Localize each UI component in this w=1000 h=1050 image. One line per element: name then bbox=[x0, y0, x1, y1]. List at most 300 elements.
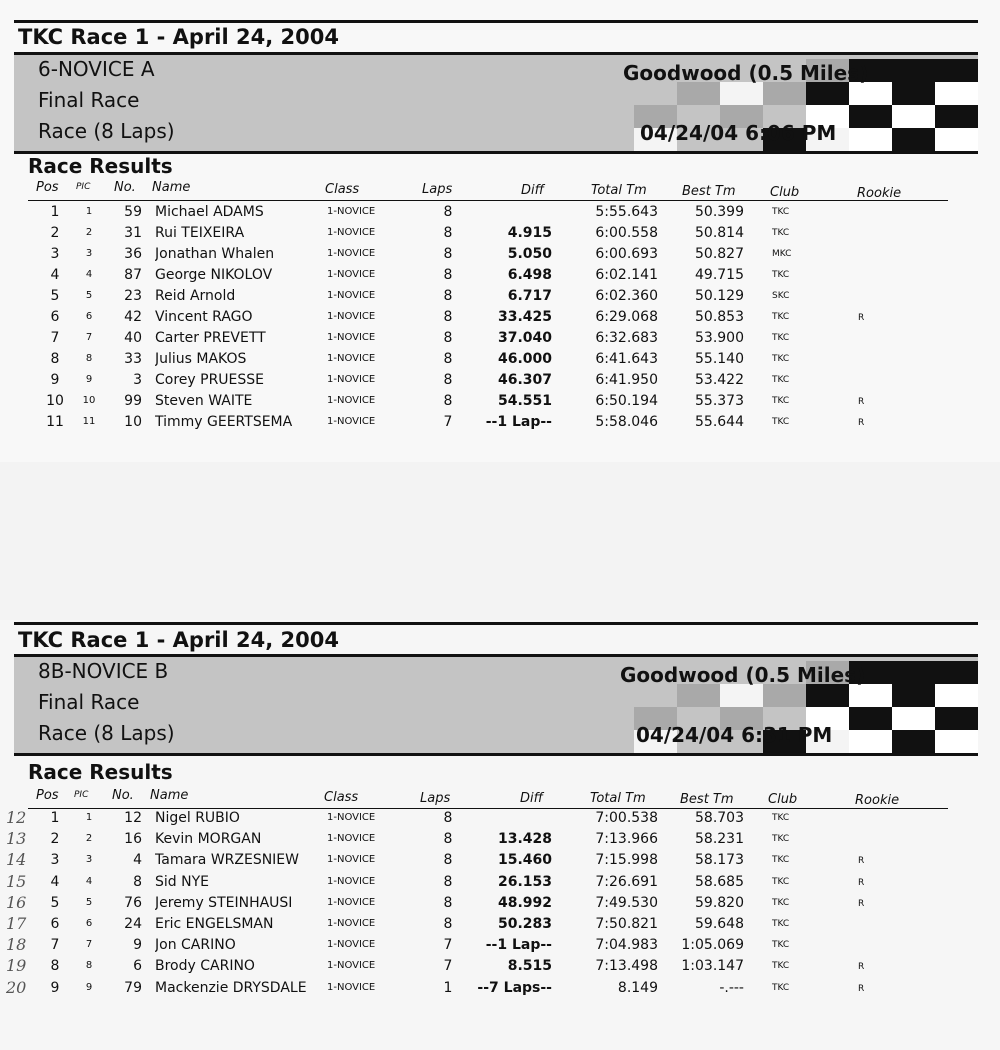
cell-name: Julius MAKOS bbox=[155, 351, 247, 367]
header-laps: Laps bbox=[422, 182, 453, 197]
cell-club: TKC bbox=[772, 813, 790, 823]
cell-class: 1-NOVICE bbox=[327, 206, 376, 217]
cell-best: 50.814 bbox=[695, 225, 744, 241]
cell-diff: --7 Laps-- bbox=[477, 979, 552, 996]
cell-club: TKC bbox=[772, 312, 790, 322]
header-best: Best Tm bbox=[680, 792, 734, 807]
table-row bbox=[0, 288, 1000, 309]
cell-total: 7:04.983 bbox=[595, 937, 658, 954]
cell-laps: 8 bbox=[443, 873, 453, 890]
cell-pos: 7 bbox=[50, 937, 60, 954]
cell-best: 53.422 bbox=[695, 372, 744, 388]
cell-laps: 8 bbox=[443, 372, 453, 388]
cell-no: 23 bbox=[124, 288, 142, 304]
cell-club: TKC bbox=[772, 207, 790, 217]
cell-best: 55.373 bbox=[695, 393, 744, 409]
cell-diff: --1 Lap-- bbox=[485, 937, 552, 954]
table-row bbox=[0, 246, 1000, 267]
cell-class: 1-NOVICE bbox=[327, 833, 376, 845]
results-title: Race Results bbox=[28, 154, 173, 178]
cell-pos: 3 bbox=[50, 852, 60, 869]
cell-name: Tamara WRZESNIEW bbox=[155, 852, 299, 869]
flag-square bbox=[892, 730, 935, 753]
cell-best: 50.129 bbox=[695, 288, 744, 304]
cell-total: 5:55.643 bbox=[595, 204, 658, 220]
cell-pos: 2 bbox=[50, 225, 60, 241]
flag-square bbox=[763, 684, 806, 707]
cell-pic: 4 bbox=[85, 269, 93, 280]
flag-square bbox=[720, 684, 763, 707]
cell-pic: 8 bbox=[85, 960, 93, 972]
cell-pic: 11 bbox=[82, 416, 96, 427]
table-row bbox=[0, 393, 1000, 414]
cell-pic: 7 bbox=[85, 939, 93, 951]
cell-best: 1:03.147 bbox=[681, 958, 744, 975]
flag-square bbox=[677, 684, 720, 707]
cell-laps: 8 bbox=[443, 267, 453, 283]
cell-total: 7:15.998 bbox=[595, 852, 658, 869]
cell-class: 1-NOVICE bbox=[327, 854, 376, 866]
class-name: 6-NOVICE A bbox=[38, 57, 155, 81]
cell-diff: 26.153 bbox=[497, 873, 552, 890]
cell-laps: 8 bbox=[443, 831, 453, 848]
handwritten-position: 20 bbox=[6, 977, 27, 997]
table-row bbox=[0, 267, 1000, 288]
cell-laps: 8 bbox=[443, 852, 453, 869]
cell-best: 55.644 bbox=[695, 414, 744, 430]
cell-name: Eric ENGELSMAN bbox=[155, 916, 274, 932]
cell-pos: 4 bbox=[50, 267, 60, 283]
cell-best: 50.827 bbox=[695, 246, 744, 262]
top-rule bbox=[14, 622, 978, 625]
cell-no: 16 bbox=[124, 831, 142, 848]
cell-club: TKC bbox=[772, 417, 790, 427]
header-pic: PIC bbox=[74, 790, 89, 800]
cell-diff: 50.283 bbox=[497, 916, 552, 932]
cell-pos: 11 bbox=[46, 414, 64, 430]
cell-total: 7:49.530 bbox=[595, 894, 658, 911]
flag-square bbox=[892, 105, 935, 128]
cell-rookie: R bbox=[858, 313, 865, 323]
cell-no: 33 bbox=[124, 351, 142, 367]
results-title: Race Results bbox=[28, 760, 173, 784]
cell-no: 76 bbox=[124, 894, 142, 911]
table-row bbox=[0, 831, 1000, 852]
cell-total: 7:26.691 bbox=[595, 873, 658, 890]
cell-no: 36 bbox=[124, 246, 142, 262]
session-label: Final Race bbox=[38, 88, 140, 112]
cell-no: 4 bbox=[133, 852, 142, 869]
cell-club: TKC bbox=[772, 375, 790, 385]
handwritten-position: 17 bbox=[6, 914, 27, 933]
cell-no: 6 bbox=[133, 958, 142, 975]
cell-best: 55.140 bbox=[695, 351, 744, 367]
cell-class: 1-NOVICE bbox=[327, 374, 376, 385]
header-name: Name bbox=[152, 180, 191, 195]
table-row bbox=[0, 871, 1000, 895]
cell-name: Reid Arnold bbox=[155, 288, 236, 304]
cell-diff: --1 Lap-- bbox=[485, 414, 552, 430]
table-row bbox=[0, 414, 1000, 435]
cell-pic: 8 bbox=[85, 353, 93, 364]
flag-square bbox=[763, 82, 806, 105]
cell-rookie: R bbox=[858, 397, 865, 407]
cell-pic: 1 bbox=[85, 812, 93, 823]
header-pic: PIC bbox=[76, 182, 91, 192]
cell-laps: 8 bbox=[443, 330, 453, 346]
cell-total: 6:00.558 bbox=[595, 225, 658, 241]
cell-name: Jeremy STEINHAUSI bbox=[155, 894, 293, 911]
flag-square bbox=[720, 82, 763, 105]
cell-best: 53.900 bbox=[695, 330, 744, 346]
cell-pos: 9 bbox=[50, 372, 60, 388]
cell-diff: 15.460 bbox=[497, 852, 552, 869]
cell-pos: 4 bbox=[50, 873, 60, 890]
header-no: No. bbox=[114, 180, 136, 195]
cell-no: 9 bbox=[133, 937, 142, 954]
cell-no: 40 bbox=[124, 330, 142, 346]
cell-pic: 6 bbox=[85, 918, 93, 929]
flag-square bbox=[892, 707, 935, 730]
header-pos: Pos bbox=[36, 180, 59, 195]
header-class: Class bbox=[325, 182, 360, 197]
header-club: Club bbox=[768, 792, 798, 807]
flag-square bbox=[849, 707, 892, 730]
cell-club: MKC bbox=[772, 249, 792, 259]
cell-total: 8.149 bbox=[617, 979, 658, 996]
flag-square bbox=[935, 707, 978, 730]
flag-square bbox=[849, 82, 892, 105]
cell-diff: 13.428 bbox=[497, 831, 552, 848]
header-diff: Diff bbox=[521, 183, 545, 198]
cell-best: 58.231 bbox=[695, 831, 744, 848]
flag-square bbox=[892, 82, 935, 105]
header-rule bbox=[28, 808, 948, 809]
flag-square bbox=[935, 82, 978, 105]
cell-best: 59.820 bbox=[695, 894, 744, 911]
cell-laps: 7 bbox=[443, 937, 453, 954]
race-sheet-1 bbox=[0, 0, 1000, 462]
cell-laps: 8 bbox=[443, 351, 453, 367]
table-row bbox=[0, 852, 1000, 873]
cell-class: 1-NOVICE bbox=[327, 939, 376, 951]
cell-rookie: R bbox=[858, 877, 865, 888]
cell-best: 58.685 bbox=[695, 873, 744, 890]
cell-club: TKC bbox=[772, 876, 790, 887]
cell-no: 79 bbox=[124, 979, 142, 996]
cell-pic: 5 bbox=[85, 896, 93, 908]
cell-club: TKC bbox=[772, 270, 790, 280]
track-name: Goodwood (0.5 Miles) bbox=[620, 663, 866, 687]
cell-club: TKC bbox=[772, 897, 790, 908]
cell-pos: 6 bbox=[50, 309, 60, 325]
cell-pos: 3 bbox=[50, 246, 60, 262]
cell-pic: 10 bbox=[82, 395, 96, 406]
cell-total: 6:32.683 bbox=[595, 330, 658, 346]
cell-class: 1-NOVICE bbox=[327, 332, 376, 343]
cell-best: 50.853 bbox=[695, 309, 744, 325]
cell-pos: 1 bbox=[50, 204, 60, 220]
cell-club: SKC bbox=[772, 291, 790, 301]
cell-best: -.--- bbox=[719, 979, 744, 996]
cell-class: 1-NOVICE bbox=[327, 248, 376, 259]
table-row bbox=[0, 330, 1000, 351]
cell-club: TKC bbox=[772, 961, 790, 972]
cell-diff: 46.000 bbox=[497, 351, 552, 367]
date-time: 04/24/04 6:06 PM bbox=[640, 121, 837, 145]
header-name: Name bbox=[150, 788, 189, 803]
table-row bbox=[0, 810, 1000, 831]
flag-square bbox=[935, 59, 978, 82]
page-gap bbox=[0, 462, 1000, 620]
cell-name: Steven WAITE bbox=[155, 393, 253, 409]
cell-rookie: R bbox=[858, 983, 865, 994]
cell-total: 7:13.966 bbox=[595, 831, 658, 848]
cell-class: 1-NOVICE bbox=[327, 227, 376, 238]
cell-total: 7:00.538 bbox=[595, 810, 658, 826]
table-row bbox=[0, 958, 1000, 979]
cell-total: 5:58.046 bbox=[595, 414, 658, 430]
cell-class: 1-NOVICE bbox=[327, 812, 376, 823]
cell-name: Kevin MORGAN bbox=[155, 831, 262, 848]
flag-square bbox=[806, 82, 849, 105]
date-time: 04/24/04 6:31 PM bbox=[636, 723, 833, 747]
session-label: Final Race bbox=[38, 690, 140, 714]
cell-rookie: R bbox=[858, 898, 865, 909]
cell-total: 6:00.693 bbox=[595, 246, 658, 262]
cell-pos: 5 bbox=[50, 894, 60, 911]
cell-pic: 3 bbox=[85, 854, 93, 866]
cell-club: TKC bbox=[772, 333, 790, 343]
flag-square bbox=[849, 128, 892, 151]
cell-laps: 8 bbox=[443, 225, 453, 241]
cell-name: Jon CARINO bbox=[155, 937, 236, 954]
cell-pic: 6 bbox=[85, 311, 93, 322]
top-rule bbox=[14, 20, 978, 23]
cell-best: 50.399 bbox=[695, 204, 744, 220]
cell-diff: 4.915 bbox=[507, 225, 552, 241]
cell-pos: 8 bbox=[50, 958, 60, 975]
cell-pos: 10 bbox=[46, 393, 64, 409]
cell-pic: 7 bbox=[85, 332, 93, 343]
cell-laps: 8 bbox=[443, 810, 453, 826]
header-laps: Laps bbox=[420, 791, 451, 806]
cell-total: 7:13.498 bbox=[595, 958, 658, 975]
cell-pic: 2 bbox=[85, 833, 93, 845]
handwritten-position: 18 bbox=[6, 935, 27, 955]
race-title: TKC Race 1 - April 24, 2004 bbox=[18, 628, 339, 652]
cell-best: 58.703 bbox=[695, 810, 744, 826]
cell-no: 42 bbox=[124, 309, 142, 325]
cell-class: 1-NOVICE bbox=[327, 395, 376, 406]
table-row bbox=[0, 204, 1000, 225]
cell-class: 1-NOVICE bbox=[327, 416, 376, 427]
flag-square bbox=[892, 59, 935, 82]
cell-name: Timmy GEERTSEMA bbox=[155, 414, 293, 430]
cell-pic: 3 bbox=[85, 248, 93, 259]
cell-pic: 5 bbox=[85, 290, 93, 301]
handwritten-position: 13 bbox=[6, 829, 27, 849]
cell-diff: 46.307 bbox=[497, 372, 552, 388]
cell-diff: 6.717 bbox=[507, 288, 552, 304]
race-length: Race (8 Laps) bbox=[38, 721, 175, 745]
table-row bbox=[0, 892, 1000, 916]
table-row bbox=[0, 937, 1000, 958]
cell-pos: 8 bbox=[50, 351, 60, 367]
cell-pic: 2 bbox=[85, 227, 93, 238]
header-band bbox=[14, 52, 978, 154]
cell-pic: 9 bbox=[85, 374, 93, 385]
cell-rookie: R bbox=[858, 418, 865, 428]
flag-square bbox=[935, 661, 978, 684]
header-diff: Diff bbox=[520, 791, 544, 806]
header-rule bbox=[28, 200, 948, 201]
flag-square bbox=[935, 105, 978, 128]
cell-class: 1-NOVICE bbox=[327, 981, 376, 993]
class-name: 8B-NOVICE B bbox=[38, 659, 169, 683]
table-row bbox=[0, 225, 1000, 246]
cell-laps: 8 bbox=[443, 894, 453, 911]
flag-square bbox=[849, 730, 892, 753]
cell-class: 1-NOVICE bbox=[327, 269, 376, 280]
cell-name: Jonathan Whalen bbox=[155, 246, 275, 262]
cell-diff: 33.425 bbox=[497, 309, 552, 325]
cell-class: 1-NOVICE bbox=[327, 311, 376, 322]
cell-name: Michael ADAMS bbox=[155, 204, 264, 220]
cell-laps: 8 bbox=[443, 916, 453, 932]
handwritten-position: 16 bbox=[6, 892, 27, 912]
handwritten-position: 19 bbox=[6, 956, 27, 976]
cell-class: 1-NOVICE bbox=[327, 353, 376, 364]
flag-square bbox=[677, 82, 720, 105]
header-total: Total Tm bbox=[590, 791, 646, 806]
cell-class: 1-NOVICE bbox=[327, 875, 376, 887]
flag-square bbox=[849, 684, 892, 707]
cell-club: TKC bbox=[772, 940, 790, 951]
cell-pos: 6 bbox=[50, 916, 60, 932]
cell-laps: 8 bbox=[443, 309, 453, 325]
cell-name: Rui TEIXEIRA bbox=[155, 225, 245, 241]
race-title: TKC Race 1 - April 24, 2004 bbox=[18, 25, 339, 49]
header-total: Total Tm bbox=[591, 183, 647, 198]
cell-club: TKC bbox=[772, 354, 790, 364]
cell-pos: 2 bbox=[50, 831, 60, 848]
flag-square bbox=[892, 128, 935, 151]
header-band bbox=[14, 654, 978, 756]
header-best: Best Tm bbox=[682, 184, 736, 199]
cell-club: TKC bbox=[772, 919, 790, 929]
cell-laps: 7 bbox=[443, 414, 453, 430]
cell-pos: 7 bbox=[50, 330, 60, 346]
cell-no: 31 bbox=[124, 225, 142, 241]
cell-laps: 7 bbox=[443, 958, 453, 975]
flag-square bbox=[892, 661, 935, 684]
header-pos: Pos bbox=[36, 788, 59, 803]
flag-square bbox=[935, 730, 978, 753]
flag-square bbox=[935, 684, 978, 707]
cell-best: 59.648 bbox=[695, 916, 744, 932]
cell-total: 6:41.643 bbox=[595, 351, 658, 367]
cell-best: 49.715 bbox=[695, 267, 744, 283]
cell-no: 99 bbox=[124, 393, 142, 409]
handwritten-position: 12 bbox=[6, 808, 27, 827]
cell-pos: 5 bbox=[50, 288, 60, 304]
cell-name: Sid NYE bbox=[155, 873, 209, 890]
cell-pic: 4 bbox=[85, 875, 93, 887]
cell-class: 1-NOVICE bbox=[327, 896, 376, 908]
cell-name: Carter PREVETT bbox=[155, 330, 266, 346]
cell-best: 1:05.069 bbox=[681, 937, 744, 954]
table-row bbox=[0, 351, 1000, 372]
cell-no: 8 bbox=[133, 873, 142, 890]
cell-name: Brody CARINO bbox=[155, 958, 255, 975]
cell-rookie: R bbox=[858, 856, 865, 867]
cell-class: 1-NOVICE bbox=[327, 918, 376, 929]
cell-diff: 8.515 bbox=[507, 958, 552, 975]
cell-no: 3 bbox=[133, 372, 142, 388]
cell-club: TKC bbox=[772, 834, 790, 845]
cell-no: 10 bbox=[124, 414, 142, 430]
cell-laps: 8 bbox=[443, 288, 453, 304]
cell-no: 87 bbox=[124, 267, 142, 283]
cell-class: 1-NOVICE bbox=[327, 960, 376, 972]
cell-laps: 8 bbox=[443, 393, 453, 409]
cell-no: 59 bbox=[124, 204, 142, 220]
cell-no: 12 bbox=[124, 810, 142, 826]
cell-total: 6:29.068 bbox=[595, 309, 658, 325]
race-sheet-2 bbox=[0, 620, 1000, 1050]
flag-square bbox=[849, 105, 892, 128]
table-row bbox=[0, 309, 1000, 330]
cell-diff: 5.050 bbox=[507, 246, 552, 262]
handwritten-position: 14 bbox=[6, 850, 27, 870]
cell-pic: 1 bbox=[85, 206, 93, 217]
cell-laps: 8 bbox=[443, 204, 453, 220]
cell-rookie: R bbox=[858, 962, 865, 973]
cell-club: TKC bbox=[772, 982, 790, 993]
header-class: Class bbox=[324, 790, 359, 805]
flag-square bbox=[806, 684, 849, 707]
cell-laps: 1 bbox=[443, 979, 453, 996]
cell-class: 1-NOVICE bbox=[327, 290, 376, 301]
header-club: Club bbox=[770, 185, 800, 200]
cell-club: TKC bbox=[772, 228, 790, 238]
handwritten-position: 15 bbox=[6, 871, 27, 891]
cell-club: TKC bbox=[772, 855, 790, 866]
table-row bbox=[0, 372, 1000, 393]
cell-pos: 1 bbox=[50, 810, 60, 826]
cell-total: 6:02.141 bbox=[595, 267, 658, 283]
table-row bbox=[0, 977, 1000, 1001]
cell-diff: 6.498 bbox=[507, 267, 552, 283]
cell-pic: 9 bbox=[85, 981, 93, 993]
race-length: Race (8 Laps) bbox=[38, 119, 175, 143]
cell-name: Corey PRUESSE bbox=[155, 372, 265, 388]
flag-square bbox=[892, 684, 935, 707]
table-row bbox=[0, 916, 1000, 937]
track-name: Goodwood (0.5 Miles) bbox=[623, 61, 869, 85]
cell-name: Vincent RAGO bbox=[155, 309, 253, 325]
cell-total: 7:50.821 bbox=[595, 916, 658, 932]
cell-diff: 37.040 bbox=[497, 330, 552, 346]
cell-total: 6:41.950 bbox=[595, 372, 658, 388]
cell-name: George NIKOLOV bbox=[155, 267, 273, 283]
cell-laps: 8 bbox=[443, 246, 453, 262]
cell-total: 6:02.360 bbox=[595, 288, 658, 304]
cell-name: Nigel RUBIO bbox=[155, 810, 240, 826]
cell-best: 58.173 bbox=[695, 852, 744, 869]
flag-square bbox=[935, 128, 978, 151]
